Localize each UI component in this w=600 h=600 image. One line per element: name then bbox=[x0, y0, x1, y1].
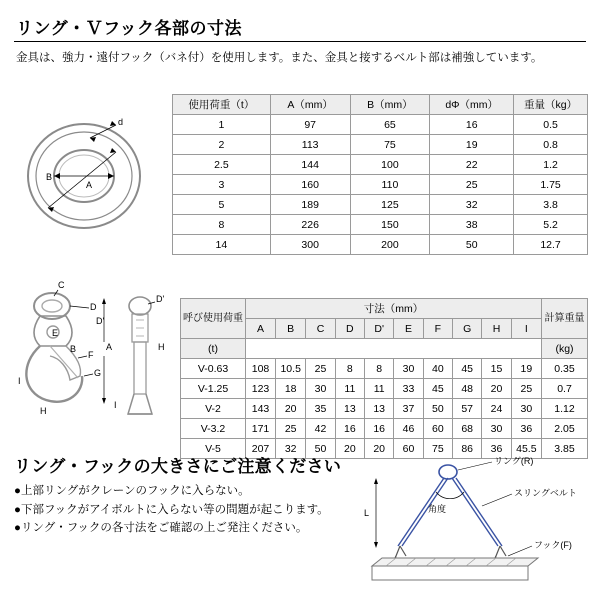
notice-list bbox=[14, 482, 344, 538]
cell: 57 bbox=[453, 399, 482, 419]
cell: 40 bbox=[423, 359, 452, 379]
cell: 13 bbox=[335, 399, 364, 419]
turnbuckle-label-I: I bbox=[114, 400, 117, 410]
hook-label-D: D bbox=[90, 302, 97, 312]
col-header: F bbox=[423, 319, 452, 339]
cell: 45.5 bbox=[511, 439, 541, 459]
col-header: H bbox=[482, 319, 511, 339]
cell: V-3.2 bbox=[181, 419, 246, 439]
cell: 160 bbox=[270, 175, 350, 195]
hook-label-E: E bbox=[52, 328, 59, 338]
cell: 13 bbox=[365, 399, 394, 419]
cell: 33 bbox=[394, 379, 423, 399]
col-header: dΦ（mm） bbox=[430, 95, 514, 115]
group-header-weight: 計算重量 bbox=[542, 299, 588, 339]
cell: 20 bbox=[482, 379, 511, 399]
ring-dimension-table bbox=[172, 94, 588, 255]
hook-label-Dprime: D' bbox=[96, 316, 105, 326]
cell: 108 bbox=[246, 359, 276, 379]
sling-diagram bbox=[352, 450, 592, 595]
cell: 14 bbox=[173, 235, 271, 255]
col-header: G bbox=[453, 319, 482, 339]
cell: 0.5 bbox=[514, 115, 588, 135]
cell: 10.5 bbox=[276, 359, 306, 379]
col-header: E bbox=[394, 319, 423, 339]
cell: 22 bbox=[430, 155, 514, 175]
cell: 36 bbox=[511, 419, 541, 439]
cell: 86 bbox=[453, 439, 482, 459]
cell: 16 bbox=[335, 419, 364, 439]
lead-paragraph: 金具は、強力・遠付フック（バネ付）を使用します。また、金具と接するベルト部は補強しています。 bbox=[16, 52, 543, 64]
cell: 189 bbox=[270, 195, 350, 215]
cell: 30 bbox=[394, 359, 423, 379]
unit-weight: (kg) bbox=[542, 339, 588, 359]
group-header-dimensions: 寸法（mm） bbox=[246, 299, 542, 319]
cell: 75 bbox=[423, 439, 452, 459]
hook-dimension-table bbox=[180, 298, 588, 459]
cell: 46 bbox=[394, 419, 423, 439]
cell: V-2 bbox=[181, 399, 246, 419]
cell: 25 bbox=[306, 359, 335, 379]
sling-label-ring: リング(R) bbox=[494, 456, 534, 466]
cell: 45 bbox=[453, 359, 482, 379]
hook-label-F: F bbox=[88, 350, 94, 360]
cell: 32 bbox=[276, 439, 306, 459]
hook-label-C: C bbox=[58, 280, 65, 290]
cell: 19 bbox=[511, 359, 541, 379]
col-header: 使用荷重（t） bbox=[173, 95, 271, 115]
group-header-load: 呼び使用荷重 bbox=[181, 299, 246, 339]
hook-dimension-table-wrap bbox=[180, 298, 588, 459]
cell: 25 bbox=[511, 379, 541, 399]
table-row bbox=[181, 399, 588, 419]
turnbuckle-label-Dprime: D' bbox=[156, 294, 165, 304]
cell: 60 bbox=[423, 419, 452, 439]
cell: 1.75 bbox=[514, 175, 588, 195]
hook-diagram bbox=[10, 280, 128, 435]
turnbuckle-label-H: H bbox=[158, 342, 165, 352]
cell: 36 bbox=[482, 439, 511, 459]
cell: 45 bbox=[423, 379, 452, 399]
cell: 15 bbox=[482, 359, 511, 379]
table-row bbox=[173, 195, 588, 215]
cell: 25 bbox=[430, 175, 514, 195]
cell: 20 bbox=[365, 439, 394, 459]
cell: 3.8 bbox=[514, 195, 588, 215]
cell: 0.7 bbox=[542, 379, 588, 399]
cell: 11 bbox=[365, 379, 394, 399]
cell: 75 bbox=[350, 135, 430, 155]
sling-label-angle: 角度 bbox=[428, 504, 447, 514]
ring-label-B: B bbox=[46, 172, 53, 182]
cell: 100 bbox=[350, 155, 430, 175]
col-header: A bbox=[246, 319, 276, 339]
col-header: B bbox=[276, 319, 306, 339]
cell: 16 bbox=[365, 419, 394, 439]
cell: 3 bbox=[173, 175, 271, 195]
cell: 8 bbox=[365, 359, 394, 379]
cell: 19 bbox=[430, 135, 514, 155]
cell: 25 bbox=[276, 419, 306, 439]
hook-label-A: A bbox=[106, 342, 113, 352]
ring-diagram bbox=[12, 108, 162, 253]
hook-label-H: H bbox=[40, 406, 47, 416]
col-header: D bbox=[335, 319, 364, 339]
cell: 2.5 bbox=[173, 155, 271, 175]
cell: 1 bbox=[173, 115, 271, 135]
cell: 0.8 bbox=[514, 135, 588, 155]
cell: 3.85 bbox=[542, 439, 588, 459]
sling-label-L: L bbox=[364, 508, 370, 518]
cell: 50 bbox=[306, 439, 335, 459]
cell: 143 bbox=[246, 399, 276, 419]
cell: 30 bbox=[306, 379, 335, 399]
col-header: 重量（kg） bbox=[514, 95, 588, 115]
cell: 32 bbox=[430, 195, 514, 215]
sling-label-hook: フック(F) bbox=[534, 540, 572, 550]
cell: 24 bbox=[482, 399, 511, 419]
page-title: リング・Ｖフック各部の寸法 bbox=[16, 19, 242, 38]
notice-title: リング・フックの大きさにご注意ください bbox=[14, 457, 342, 476]
ring-dimension-table-wrap bbox=[172, 94, 588, 255]
hook-label-G: G bbox=[94, 368, 102, 378]
cell: 68 bbox=[453, 419, 482, 439]
cell: 113 bbox=[270, 135, 350, 155]
table-row bbox=[173, 115, 588, 135]
col-header: C bbox=[306, 319, 335, 339]
cell: 30 bbox=[511, 399, 541, 419]
cell: 2 bbox=[173, 135, 271, 155]
cell: 200 bbox=[350, 235, 430, 255]
cell: 20 bbox=[335, 439, 364, 459]
hook-label-I: I bbox=[18, 376, 21, 386]
table-row bbox=[173, 235, 588, 255]
cell: 8 bbox=[173, 215, 271, 235]
col-header: I bbox=[511, 319, 541, 339]
list-item: ●リング・フックの各寸法をご確認の上ご発注ください。 bbox=[14, 522, 308, 535]
col-header: A（mm） bbox=[270, 95, 350, 115]
cell: 30 bbox=[482, 419, 511, 439]
cell: 48 bbox=[453, 379, 482, 399]
cell: 150 bbox=[350, 215, 430, 235]
cell: 42 bbox=[306, 419, 335, 439]
cell: 12.7 bbox=[514, 235, 588, 255]
cell: 50 bbox=[423, 399, 452, 419]
table-row bbox=[181, 419, 588, 439]
cell: 38 bbox=[430, 215, 514, 235]
unit-spacer bbox=[246, 339, 542, 359]
table-group-header-row bbox=[181, 299, 588, 319]
col-header: D' bbox=[365, 319, 394, 339]
cell: 110 bbox=[350, 175, 430, 195]
cell: V-1.25 bbox=[181, 379, 246, 399]
ring-label-d: d bbox=[118, 117, 124, 127]
title-divider bbox=[14, 41, 586, 42]
list-item: ●下部フックがアイボルトに入らない等の問題が起こります。 bbox=[14, 503, 329, 516]
cell: 125 bbox=[350, 195, 430, 215]
turnbuckle-diagram bbox=[112, 288, 172, 443]
cell: 8 bbox=[335, 359, 364, 379]
sling-label-belt: スリングベルト bbox=[514, 488, 577, 498]
cell: 50 bbox=[430, 235, 514, 255]
cell: 18 bbox=[276, 379, 306, 399]
cell: 226 bbox=[270, 215, 350, 235]
cell: 1.2 bbox=[514, 155, 588, 175]
cell: 123 bbox=[246, 379, 276, 399]
cell: 171 bbox=[246, 419, 276, 439]
cell: V-0.63 bbox=[181, 359, 246, 379]
hook-label-B: B bbox=[70, 344, 77, 354]
table-row bbox=[181, 359, 588, 379]
cell: 11 bbox=[335, 379, 364, 399]
cell: 65 bbox=[350, 115, 430, 135]
cell: 35 bbox=[306, 399, 335, 419]
cell: 5 bbox=[173, 195, 271, 215]
cell: 300 bbox=[270, 235, 350, 255]
cell: 97 bbox=[270, 115, 350, 135]
cell: 1.12 bbox=[542, 399, 588, 419]
table-row bbox=[181, 379, 588, 399]
cell: 5.2 bbox=[514, 215, 588, 235]
table-row bbox=[173, 135, 588, 155]
cell: 0.35 bbox=[542, 359, 588, 379]
table-row bbox=[173, 215, 588, 235]
ring-label-A: A bbox=[86, 180, 93, 190]
cell: 207 bbox=[246, 439, 276, 459]
table-row bbox=[173, 175, 588, 195]
list-item: ●上部リングがクレーンのフックに入らない。 bbox=[14, 485, 250, 497]
table-header-row bbox=[173, 95, 588, 115]
cell: 2.05 bbox=[542, 419, 588, 439]
cell: 37 bbox=[394, 399, 423, 419]
table-unit-row bbox=[181, 339, 588, 359]
col-header: B（mm） bbox=[350, 95, 430, 115]
cell: V-5 bbox=[181, 439, 246, 459]
cell: 20 bbox=[276, 399, 306, 419]
cell: 16 bbox=[430, 115, 514, 135]
cell: 144 bbox=[270, 155, 350, 175]
table-row bbox=[173, 155, 588, 175]
cell: 60 bbox=[394, 439, 423, 459]
unit-load: (t) bbox=[181, 339, 246, 359]
